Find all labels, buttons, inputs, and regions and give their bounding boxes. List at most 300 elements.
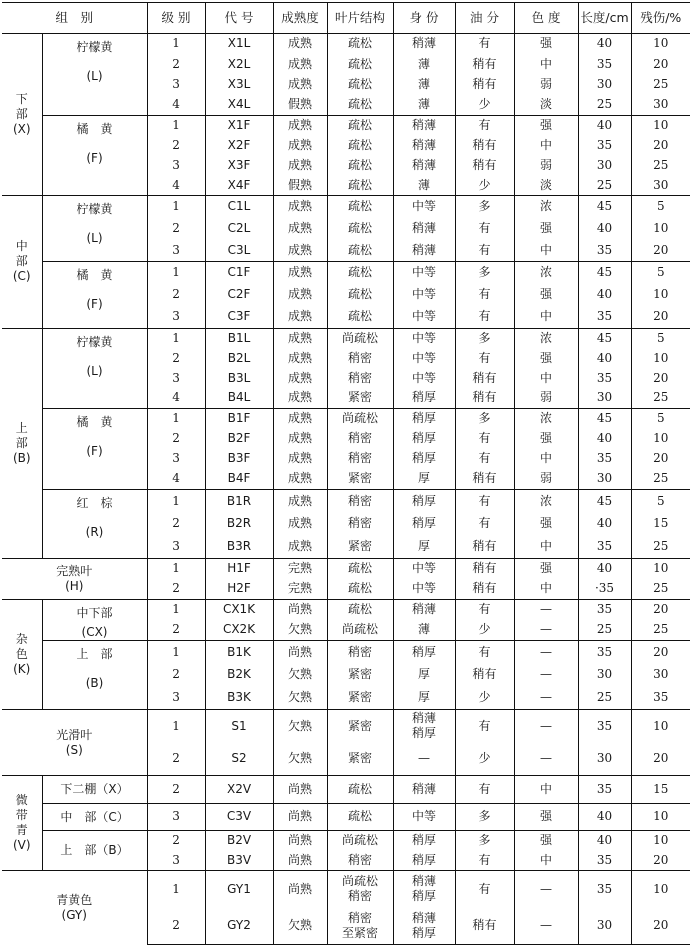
cell-grade: 4 [147, 176, 205, 196]
cell-color-intensity: 弱 [514, 388, 578, 408]
label-line: (V) [12, 838, 31, 853]
cell-code: X1F [205, 116, 273, 136]
cell-damage: 25 [631, 579, 690, 600]
cell-maturity: 成熟 [273, 429, 327, 449]
cell-grade: 3 [147, 804, 205, 831]
cell-code: C1F [205, 262, 273, 284]
cell-damage: 10 [631, 559, 690, 580]
cell-oil: 有 [455, 490, 514, 513]
cell-oil: 有 [455, 284, 514, 306]
cell-damage: 5 [631, 408, 690, 428]
table-row [2, 490, 690, 513]
label-line: (B) [85, 676, 104, 691]
cell-oil: 有 [455, 871, 514, 908]
cell-leaf-structure: 疏松 [327, 284, 393, 306]
cell-length: 45 [578, 408, 631, 428]
cell-length: 30 [578, 664, 631, 687]
cell-length: 35 [578, 240, 631, 262]
cell-color-intensity: — [514, 908, 578, 945]
cell-body: 中等 [393, 804, 455, 831]
cell-leaf-structure: 稍密 [327, 641, 393, 664]
cell-body: 中等 [393, 559, 455, 580]
cell-leaf-structure: 疏松 [327, 75, 393, 96]
cell-maturity: 尚熟 [273, 776, 327, 804]
table-row [2, 116, 690, 136]
cell-line: 稍密 [348, 889, 373, 904]
cell-damage: 20 [631, 54, 690, 75]
cell-oil: 稍有 [455, 136, 514, 156]
label-line: 带 [15, 808, 28, 823]
cell-maturity: 成熟 [273, 368, 327, 388]
cell-leaf-structure: 疏松 [327, 54, 393, 75]
label-line: (F) [86, 297, 103, 311]
cell-body: 厚 [393, 664, 455, 687]
label-line: (H) [65, 579, 84, 594]
label-line: 柠檬黄 [76, 202, 113, 216]
cell-code: B2L [205, 348, 273, 368]
cell-color-intensity: — [514, 664, 578, 687]
header-length: 长度/cm [578, 3, 631, 34]
cell-length: 35 [578, 600, 631, 621]
cell-leaf-structure: 疏松 [327, 262, 393, 284]
label-line: 柠檬黄 [76, 40, 113, 54]
table-row [2, 804, 690, 831]
cell-length: 30 [578, 75, 631, 96]
cell-body [393, 908, 455, 945]
cell-length: 25 [578, 95, 631, 116]
cell-grade: 2 [147, 136, 205, 156]
cell-body: 薄 [393, 176, 455, 196]
cell-damage: 25 [631, 156, 690, 176]
header-maturity: 成熟度 [273, 3, 327, 34]
cell-line: 稍密 [348, 910, 373, 925]
cell-body: 厚 [393, 469, 455, 489]
cell-leaf-structure: 紧密 [327, 743, 393, 776]
cell-oil: 稍有 [455, 75, 514, 96]
cell-oil: 少 [455, 95, 514, 116]
cell-damage: 15 [631, 513, 690, 536]
cell-code: GY2 [205, 908, 273, 945]
label-line: (B) [12, 450, 31, 465]
cell-grade: 2 [147, 620, 205, 641]
cell-damage: 10 [631, 804, 690, 831]
cell-damage: 10 [631, 871, 690, 908]
cell-color-intensity: 浓 [514, 262, 578, 284]
cell-body: 稍厚 [393, 641, 455, 664]
cell-damage: 20 [631, 449, 690, 469]
subgroup-label [42, 776, 147, 804]
cell-length: 40 [578, 429, 631, 449]
cell-leaf-structure: 稍密 [327, 449, 393, 469]
cell-grade: 3 [147, 536, 205, 559]
cell-oil: 有 [455, 348, 514, 368]
cell-oil: 有 [455, 34, 514, 55]
cell-length: 45 [578, 328, 631, 348]
header-leaf-structure: 叶片结构 [327, 3, 393, 34]
cell-color-intensity: 淡 [514, 95, 578, 116]
cell-color-intensity: 中 [514, 368, 578, 388]
cell-body: 稍厚 [393, 429, 455, 449]
cell-code: C1L [205, 196, 273, 218]
cell-leaf-structure: 紧密 [327, 388, 393, 408]
cell-color-intensity: 弱 [514, 156, 578, 176]
cell-leaf-structure: 稍密 [327, 490, 393, 513]
cell-body: — [393, 743, 455, 776]
cell-leaf-structure: 疏松 [327, 218, 393, 240]
cell-length: 25 [578, 176, 631, 196]
cell-color-intensity: 中 [514, 54, 578, 75]
cell-grade: 3 [147, 449, 205, 469]
cell-damage: 25 [631, 536, 690, 559]
cell-grade: 3 [147, 75, 205, 96]
cell-oil: 有 [455, 116, 514, 136]
cell-code: CX2K [205, 620, 273, 641]
cell-code: C3V [205, 804, 273, 831]
subgroup-label [42, 262, 147, 329]
cell-length: 40 [578, 34, 631, 55]
cell-oil: 多 [455, 196, 514, 218]
cell-oil: 稍有 [455, 908, 514, 945]
cell-damage: 20 [631, 641, 690, 664]
group-label [2, 776, 42, 871]
cell-code: B1K [205, 641, 273, 664]
cell-maturity: 成熟 [273, 218, 327, 240]
cell-oil: 有 [455, 600, 514, 621]
cell-leaf-structure: 紧密 [327, 469, 393, 489]
cell-body: 稍厚 [393, 388, 455, 408]
cell-line: 稍薄 [412, 874, 437, 889]
cell-grade: 2 [147, 218, 205, 240]
cell-code: B1F [205, 408, 273, 428]
cell-color-intensity: — [514, 641, 578, 664]
header-body: 身 份 [393, 3, 455, 34]
cell-body: 薄 [393, 75, 455, 96]
label-line: (X) [12, 122, 31, 136]
cell-grade: 1 [147, 600, 205, 621]
cell-maturity: 欠熟 [273, 743, 327, 776]
cell-code: B4F [205, 469, 273, 489]
cell-grade: 3 [147, 687, 205, 710]
cell-color-intensity: 强 [514, 116, 578, 136]
cell-color-intensity: 强 [514, 34, 578, 55]
cell-oil: 有 [455, 306, 514, 328]
cell-leaf-structure: 疏松 [327, 156, 393, 176]
cell-grade: 3 [147, 306, 205, 328]
cell-length: 35 [578, 536, 631, 559]
header-damage: 残伤/% [631, 3, 690, 34]
cell-maturity: 完熟 [273, 579, 327, 600]
cell-oil: 有 [455, 449, 514, 469]
cell-damage: 10 [631, 116, 690, 136]
header-oil: 油 分 [455, 3, 514, 34]
cell-length: 35 [578, 449, 631, 469]
cell-grade: 2 [147, 513, 205, 536]
cell-body: 中等 [393, 368, 455, 388]
cell-oil: 少 [455, 620, 514, 641]
cell-oil: 多 [455, 262, 514, 284]
cell-maturity: 欠熟 [273, 710, 327, 743]
cell-length: 40 [578, 348, 631, 368]
cell-maturity: 成熟 [273, 490, 327, 513]
cell-color-intensity: 中 [514, 136, 578, 156]
cell-length: ·35 [578, 579, 631, 600]
cell-body: 稍厚 [393, 831, 455, 851]
cell-maturity: 成熟 [273, 328, 327, 348]
cell-grade: 2 [147, 348, 205, 368]
label-line: 微 [15, 793, 28, 808]
cell-length: 35 [578, 710, 631, 743]
label-line: 部 [15, 107, 28, 121]
cell-maturity: 尚熟 [273, 871, 327, 908]
cell-damage: 10 [631, 348, 690, 368]
cell-oil: 稍有 [455, 536, 514, 559]
cell-body: 中等 [393, 196, 455, 218]
label-line: 上 部（B） [60, 843, 129, 858]
label-line: 部 [15, 435, 28, 450]
cell-line: 尚疏松 [342, 874, 379, 889]
cell-leaf-structure: 疏松 [327, 776, 393, 804]
label-line: 中 部（C） [60, 809, 129, 824]
cell-grade: 2 [147, 664, 205, 687]
cell-grade: 1 [147, 559, 205, 580]
cell-code: B3K [205, 687, 273, 710]
cell-color-intensity: — [514, 687, 578, 710]
cell-maturity: 成熟 [273, 116, 327, 136]
subgroup-label [42, 831, 147, 871]
cell-damage: 20 [631, 743, 690, 776]
cell-line: 稍薄 [412, 711, 437, 726]
table-row [2, 196, 690, 218]
cell-damage: 25 [631, 620, 690, 641]
cell-body: 稍薄 [393, 34, 455, 55]
cell-length: 45 [578, 196, 631, 218]
cell-body: 稍薄 [393, 600, 455, 621]
cell-maturity: 尚熟 [273, 641, 327, 664]
label-line: (L) [86, 69, 103, 83]
cell-grade: 1 [147, 641, 205, 664]
cell-length: 25 [578, 620, 631, 641]
table-row [2, 328, 690, 348]
cell-maturity: 假熟 [273, 95, 327, 116]
cell-grade: 4 [147, 95, 205, 116]
cell-oil: 稍有 [455, 54, 514, 75]
cell-maturity: 成熟 [273, 348, 327, 368]
label-line: 杂 [15, 632, 28, 647]
cell-color-intensity: — [514, 710, 578, 743]
cell-grade: 3 [147, 156, 205, 176]
cell-leaf-structure: 疏松 [327, 116, 393, 136]
cell-color-intensity: 淡 [514, 176, 578, 196]
label-line: 柠檬黄 [76, 334, 113, 349]
cell-grade: 4 [147, 469, 205, 489]
cell-color-intensity: 浓 [514, 196, 578, 218]
header-row [2, 3, 690, 34]
label-line: (F) [86, 151, 103, 165]
cell-oil: 稍有 [455, 388, 514, 408]
cell-leaf-structure: 疏松 [327, 804, 393, 831]
label-line: 红 棕 [76, 496, 113, 511]
cell-body: 薄 [393, 54, 455, 75]
cell-color-intensity: 中 [514, 449, 578, 469]
cell-color-intensity: 强 [514, 513, 578, 536]
cell-code: X1L [205, 34, 273, 55]
cell-length: 45 [578, 490, 631, 513]
cell-color-intensity: 中 [514, 851, 578, 871]
cell-code: X4L [205, 95, 273, 116]
table-row [2, 776, 690, 804]
cell-leaf-structure: 疏松 [327, 196, 393, 218]
cell-grade: 4 [147, 388, 205, 408]
cell-color-intensity: 浓 [514, 490, 578, 513]
subgroup-label [42, 328, 147, 408]
cell-code: CX1K [205, 600, 273, 621]
cell-body: 厚 [393, 536, 455, 559]
label-line: (K) [13, 662, 31, 677]
label-line: (S) [65, 742, 83, 757]
cell-oil: 有 [455, 641, 514, 664]
cell-length: 35 [578, 871, 631, 908]
cell-damage: 5 [631, 196, 690, 218]
cell-length: 30 [578, 469, 631, 489]
group-label [2, 34, 42, 196]
cell-body: 中等 [393, 348, 455, 368]
header-grade: 级 别 [147, 3, 205, 34]
label-line: 橘 黄 [76, 122, 113, 136]
cell-oil: 多 [455, 804, 514, 831]
cell-maturity: 成熟 [273, 388, 327, 408]
cell-color-intensity: 强 [514, 429, 578, 449]
cell-maturity: 成熟 [273, 54, 327, 75]
cell-oil: 有 [455, 429, 514, 449]
label-line: 中 [15, 239, 28, 254]
cell-leaf-structure: 尚疏松 [327, 831, 393, 851]
cell-damage: 35 [631, 687, 690, 710]
cell-maturity: 成熟 [273, 196, 327, 218]
cell-maturity: 成熟 [273, 34, 327, 55]
cell-damage: 5 [631, 328, 690, 348]
label-line: 上 [15, 420, 28, 435]
label-line: 完熟叶 [56, 564, 93, 579]
cell-color-intensity: — [514, 620, 578, 641]
cell-code: B2K [205, 664, 273, 687]
cell-grade: 3 [147, 368, 205, 388]
cell-length: 30 [578, 388, 631, 408]
cell-line: 稍厚 [412, 925, 437, 940]
cell-length: 40 [578, 831, 631, 851]
cell-body: 稍薄 [393, 156, 455, 176]
cell-length: 40 [578, 513, 631, 536]
cell-color-intensity: — [514, 743, 578, 776]
cell-length: 35 [578, 851, 631, 871]
cell-color-intensity: 浓 [514, 408, 578, 428]
header-group: 组 别 [2, 3, 147, 34]
subgroup-label [42, 490, 147, 559]
cell-maturity: 欠熟 [273, 620, 327, 641]
cell-body: 薄 [393, 620, 455, 641]
cell-leaf-structure: 紧密 [327, 687, 393, 710]
cell-body [393, 871, 455, 908]
cell-body: 稍厚 [393, 408, 455, 428]
cell-length: 30 [578, 156, 631, 176]
cell-maturity: 成熟 [273, 408, 327, 428]
cell-oil: 稍有 [455, 579, 514, 600]
cell-damage: 5 [631, 490, 690, 513]
label-line: 上 部 [76, 647, 113, 662]
cell-length: 30 [578, 908, 631, 945]
table-row [2, 710, 690, 743]
subgroup-label [42, 408, 147, 489]
cell-damage: 20 [631, 240, 690, 262]
cell-oil: 有 [455, 710, 514, 743]
cell-length: 35 [578, 54, 631, 75]
table-row [2, 34, 690, 55]
cell-leaf-structure: 疏松 [327, 34, 393, 55]
cell-grade: 3 [147, 851, 205, 871]
cell-grade: 2 [147, 743, 205, 776]
label-line: (GY) [61, 907, 87, 922]
cell-code: X3F [205, 156, 273, 176]
cell-oil: 多 [455, 831, 514, 851]
subgroup-label [42, 600, 147, 641]
cell-color-intensity: 弱 [514, 75, 578, 96]
table-row [2, 559, 690, 580]
tobacco-grade-table [2, 2, 690, 945]
cell-grade: 2 [147, 54, 205, 75]
cell-code: GY1 [205, 871, 273, 908]
cell-leaf-structure: 尚疏松 [327, 620, 393, 641]
cell-code: X2L [205, 54, 273, 75]
cell-damage: 20 [631, 851, 690, 871]
cell-maturity: 欠熟 [273, 664, 327, 687]
group-label [2, 559, 147, 600]
cell-damage: 10 [631, 429, 690, 449]
cell-length: 35 [578, 641, 631, 664]
cell-leaf-structure [327, 871, 393, 908]
cell-leaf-structure: 疏松 [327, 240, 393, 262]
cell-code: B1L [205, 328, 273, 348]
group-label [2, 196, 42, 329]
cell-maturity: 成熟 [273, 284, 327, 306]
cell-body: 中等 [393, 328, 455, 348]
cell-code: B3F [205, 449, 273, 469]
table-body [2, 34, 690, 945]
subgroup-label [42, 116, 147, 196]
cell-damage: 20 [631, 600, 690, 621]
table-row [2, 641, 690, 664]
cell-damage: 10 [631, 831, 690, 851]
cell-grade: 1 [147, 490, 205, 513]
cell-color-intensity: 强 [514, 348, 578, 368]
header-color-intensity: 色 度 [514, 3, 578, 34]
cell-body: 厚 [393, 687, 455, 710]
cell-oil: 少 [455, 743, 514, 776]
label-line: (C) [12, 269, 31, 284]
cell-body: 中等 [393, 306, 455, 328]
table-row [2, 262, 690, 284]
cell-body: 中等 [393, 284, 455, 306]
cell-maturity: 尚熟 [273, 831, 327, 851]
table-row [2, 831, 690, 851]
cell-body: 稍薄 [393, 240, 455, 262]
cell-maturity: 完熟 [273, 559, 327, 580]
cell-leaf-structure: 紧密 [327, 710, 393, 743]
cell-color-intensity: 中 [514, 306, 578, 328]
cell-grade: 1 [147, 116, 205, 136]
cell-leaf-structure: 疏松 [327, 136, 393, 156]
cell-maturity: 成熟 [273, 75, 327, 96]
cell-length: 30 [578, 743, 631, 776]
cell-line: 至紧密 [342, 925, 379, 940]
